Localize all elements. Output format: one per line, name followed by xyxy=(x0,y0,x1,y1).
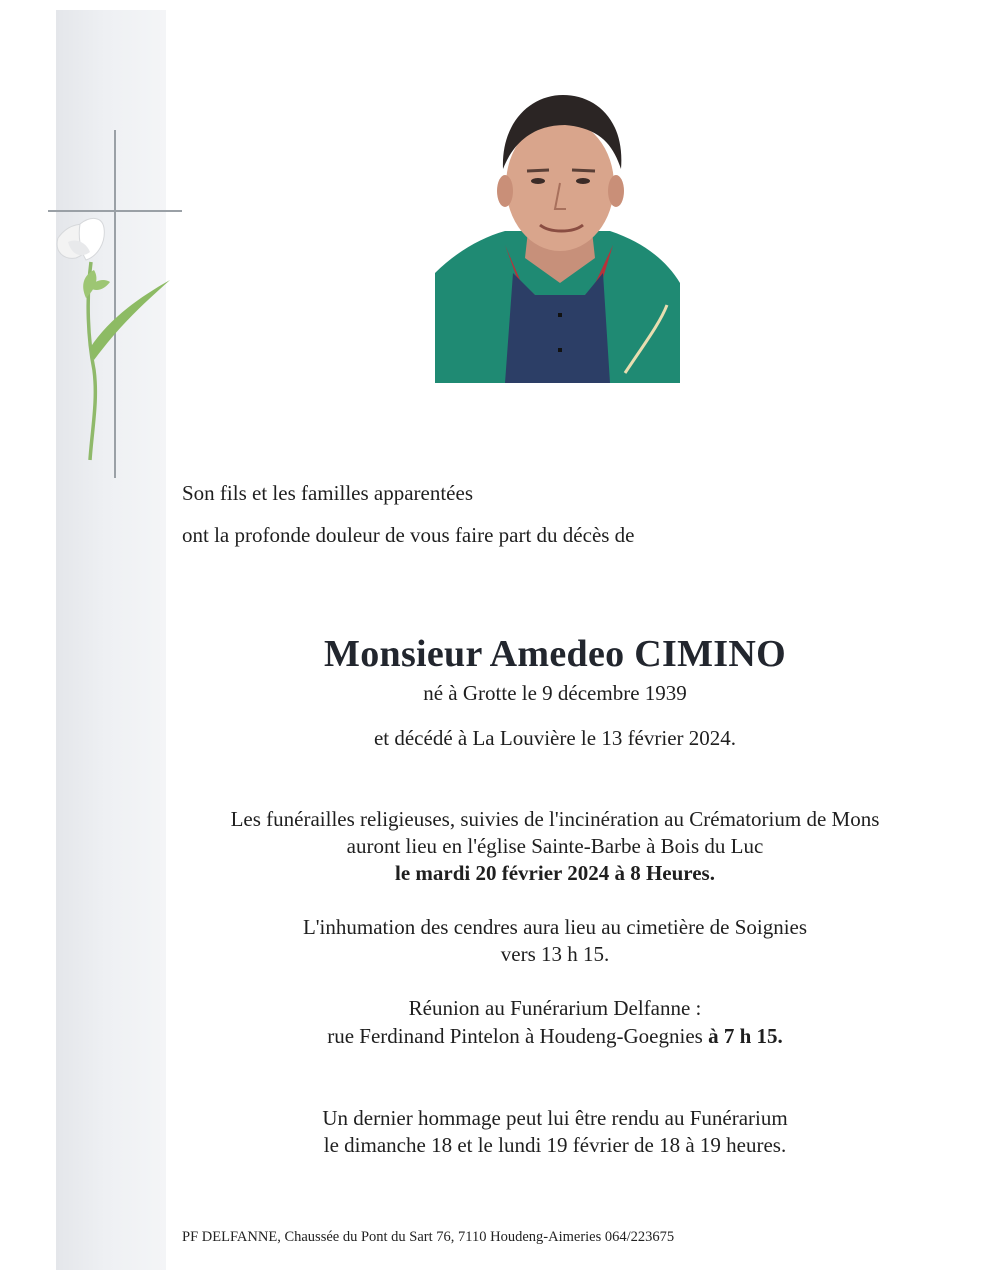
death-info: et décédé à La Louvière le 13 février 2024. xyxy=(373,726,737,750)
funeral-line-2: auront lieu en l'église Sainte-Barbe à Bois du Luc xyxy=(346,834,764,858)
funeral-date: le mardi 20 février 2024 à 8 Heures. xyxy=(395,861,715,885)
burial-line-1: L'inhumation des cendres aura lieu au cimetière de Soignies xyxy=(302,915,808,939)
intro-line-2: ont la profonde douleur de vous faire part du décès de xyxy=(182,523,635,547)
funeral-line-1: Les funérailles religieuses, suivies de l'incinération au Crématorium de Mons xyxy=(230,807,880,831)
birth-info: né à Grotte le 9 décembre 1939 xyxy=(423,681,687,705)
meeting-line-2 xyxy=(150,1023,960,1049)
intro-line-1: Son fils et les familles apparentées xyxy=(182,481,473,505)
burial-line-2: vers 13 h 15. xyxy=(500,942,610,966)
funeral-home-footer: PF DELFANNE, Chaussée du Pont du Sart 76, 7110 Houdeng-Aimeries 064/223675 xyxy=(182,1229,675,1245)
tribute-line-1: Un dernier hommage peut lui être rendu au Funérarium xyxy=(322,1106,788,1130)
cross-with-white-flower-icon xyxy=(28,120,188,490)
tribute-line-2: le dimanche 18 et le lundi 19 février de 18 à 19 heures. xyxy=(323,1133,787,1157)
portrait-photo xyxy=(435,73,680,383)
meeting-line-1: Réunion au Funérarium Delfanne : xyxy=(408,996,702,1020)
meeting-time: à 7 h 15. xyxy=(708,1024,783,1048)
meeting-address: rue Ferdinand Pintelon à Houdeng-Goegnies xyxy=(327,1024,709,1048)
deceased-name: Monsieur Amedeo CIMINO xyxy=(324,633,786,675)
